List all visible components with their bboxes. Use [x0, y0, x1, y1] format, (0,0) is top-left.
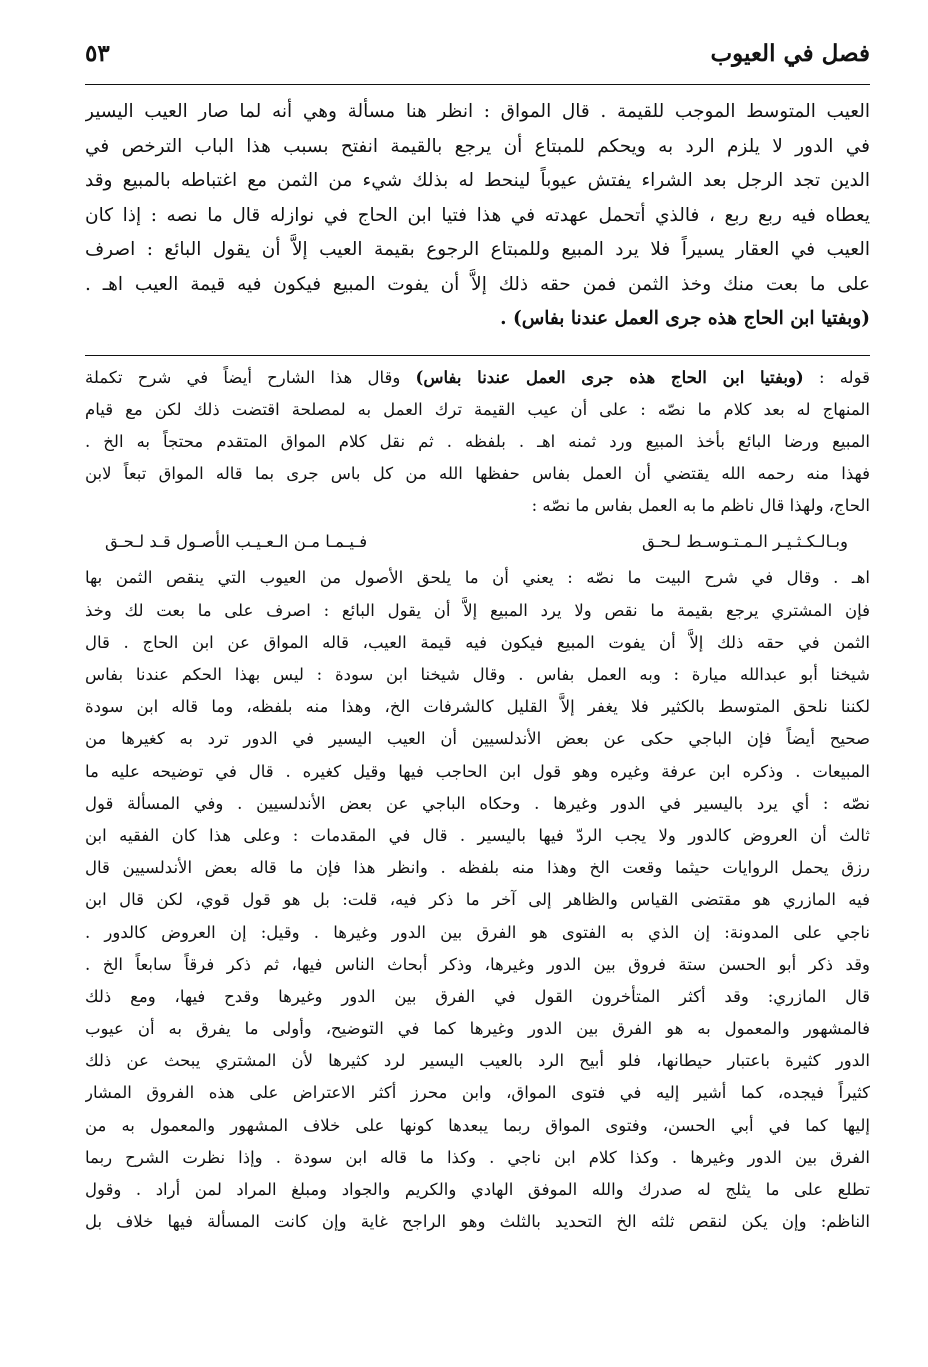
footnote-first-line-rest: وقال هذا الشارح أيضاً في شرح تكملة	[85, 367, 416, 387]
verse-first-hemistich: وبـالـكـثـيـر الـمـتـوسـط لـحـق	[641, 532, 848, 552]
main-text	[85, 95, 870, 337]
footnote-line: رزق يحمل الروايات حيثما وقعت الخ وهذا منه بلفظه . وانظر هذا فإن ما قاله بعض الأندلسيين قال	[85, 858, 870, 878]
main-line: في الدور لا يلزم الرد به ويحكم للمبتاع أن يرجع بالقيمة انفتح بسبب هذا الباب الترخص في	[85, 135, 870, 157]
footnote-line: المبيع ورضا البائع بأخذ المبيع ورد ثمنه اهـ . بلفظه . ثم نقل كلام المواق المتقدم محتجاً به الخ .	[85, 431, 870, 451]
footnote-text	[85, 362, 870, 1239]
footnote-line: اهـ . وقال في شرح البيت ما نصّه : يعني أن ما يلحق الأصول من العيوب التي ينقص الثمن بها	[85, 568, 870, 588]
footnote-line: الحاج، ولهذا قال ناظم ما به العمل بفاس ما نصّه :	[531, 496, 870, 516]
footnote-line: فالمشهور والمعمول به هو الفرق بين الدور وغيرها كما في التوضيح، وأولى ما يفرق به أن عيوب	[85, 1019, 870, 1039]
footnote-line: الثمن في حقه ذلك إلاَّ أن يفوت المبيع فيكون فيه قيمة العيب، قاله المواق عن ابن الحاج . قال	[85, 632, 870, 652]
footnote-quoted-phrase: (وبفتيا ابن الحاج هذه جرى العمل عندنا بفاس)	[415, 367, 804, 387]
main-line: يعطاه فيه ربع ربع ، فالذي أتحمل عهدته في هذا فتيا ابن الحاج في نوازله قال ما نصه : إذا كان	[85, 204, 870, 226]
footnote-first-line	[85, 362, 870, 394]
footnote-line: الناظم: وإن يكن لنقص ثلثه الخ التحديد بالثلث وهو الراجح غاية وإن كانت المسألة فيها خلاف بل	[85, 1212, 870, 1232]
footnote-line: فإن المشتري يرجع بقيمة ما نقص ولا يرد المبيع إلاَّ أن يقول البائع : اصرف على ما بعت لك وخذ	[85, 600, 870, 620]
book-page	[85, 40, 870, 1238]
footnote-line: الفرق بين الدور وغيرها . وكذا كلام ابن ناجي . وكذا ما قاله ابن سودة . وإذا نظرت الشرح ربما	[85, 1147, 870, 1167]
footnote-line: شيخنا أبو عبدالله ميارة : وبه العمل بفاس . وقال شيخنا ابن سودة : ليس بهذا الحكم عندنا بفاس	[85, 665, 870, 684]
verse-second-hemistich: فـيـمـا مـن الـعـيـب الأصـول قـد لـحـق	[105, 532, 368, 552]
footnote-line: ثالث أن العروض كالدور ولا يجب الردّ فيها باليسير . قال في المقدمات : وعلى هذا كان الفقيه ابن	[85, 825, 870, 845]
page-number: ٥٣	[85, 40, 110, 67]
main-line: على ما بعت منك وخذ الثمن فمن حقه ذلك إلاَّ أن يفوت المبيع فيكون فيه قيمة العيب اهـ .	[85, 273, 870, 295]
footnote-line: فيه المازري هو مقتضى القياس والظاهر إلى آخر ما ذكر فيه، قلت: بل هو قول قوي، لكن قال ابن	[85, 890, 870, 910]
footnote-prefix: قوله :	[803, 367, 870, 387]
footnote-line: نصّه : أي يرد باليسير في الدور وغيرها . وحكاه الباجي عن بعض الأندلسيين . وفي المسألة قول	[85, 793, 870, 813]
footnote-line: قال المازري: وقد أكثر المتأخرون القول في الفرق بين الدور وغيرها وقدح فيها، ومع ذلك	[85, 986, 870, 1006]
chapter-title: فصل في العيوب	[710, 40, 870, 67]
footnote-line: صحيح أيضاً فإن الباجي حكى عن بعض الأندلسيين أن العيب اليسير في الدور ترد به كغيرها من	[85, 729, 870, 749]
footnote-line: فهذا منه رحمه الله يقتضي أن العمل بفاس حفظها الله من كل باس جرى بما قاله المواق تبعاً لابن	[85, 464, 870, 484]
main-line: الدين تجد الرجل بعد الشراء يفتش عيوباً لينحط له بذلك شيء من الثمن مع اغتباطه بالمبيع وقد	[85, 170, 870, 191]
running-header	[85, 40, 870, 85]
main-line: العيب في العقار يسيراً فلا يرد المبيع وللمبتاع الرجوع بقيمة العيب إلاَّ أن يقول البائع : اصرف	[85, 239, 870, 260]
main-bold-line: (وبفتيا ابن الحاج هذه جرى العمل عندنا بفاس) .	[500, 308, 870, 329]
main-line: العيب المتوسط الموجب للقيمة . قال المواق : انظر هنا مسألة وهي أنه لما صار العيب اليسير	[85, 101, 870, 122]
footnote-line: لكننا نلحق المتوسط بالكثير فلا يغفر إلاَّ القليل كالشرفات الخ، وهذا منه بلفظه، وما قاله ابن سودة	[85, 697, 870, 717]
footnote-line: المنهاج له بعد كلام ما نصّه : على أن عيب القيمة ترك العمل به لمصلحة اقتضت ذلك لكن مع قيام	[85, 399, 870, 419]
footnote-line: الدور كثيرة باعتبار حيطانها، فلو أبيح الرد بالعيب اليسير لرد كثيرها لأن المشتري يبحث عن ذلك	[85, 1051, 870, 1071]
footnote-line: إليها كما في أبي الحسن، وفتوى المواق ربما يبعدها كونها على خلاف المشهور والمعمول به من	[85, 1115, 870, 1135]
footnote-line: المبيعات . وذكره ابن عرفة وغيره وهو قول ابن الحاجب فيها وقيل كغيره . قال في توضيحه عليه ما	[85, 761, 870, 781]
poem-verse	[85, 522, 870, 562]
footnote-line: تطلع على ما يثلج له صدرك والله الموفق الهادي والكريم والجواد ومبلغ المراد لمن أراد . وقول	[85, 1180, 870, 1199]
footnote-separator	[85, 355, 870, 356]
footnote-line: ناجي على المدونة: إن الذي به الفتوى هو الفرق بين الدور وغيرها . وقيل: إن العروض كالدور .	[85, 922, 870, 942]
footnote-line: وقد ذكر أبو الحسن ستة فروق بين الدور وغيرها، وذكر أبحاث الناس فيها، ثم ذكر فرقاً سابعاً الخ .	[85, 954, 870, 974]
footnote-line: كثيراً فيجده، كما أشير إليه في فتوى المواق، وابن محرز أكثر الاعتراض على هذه الفروق المشار	[85, 1083, 870, 1103]
